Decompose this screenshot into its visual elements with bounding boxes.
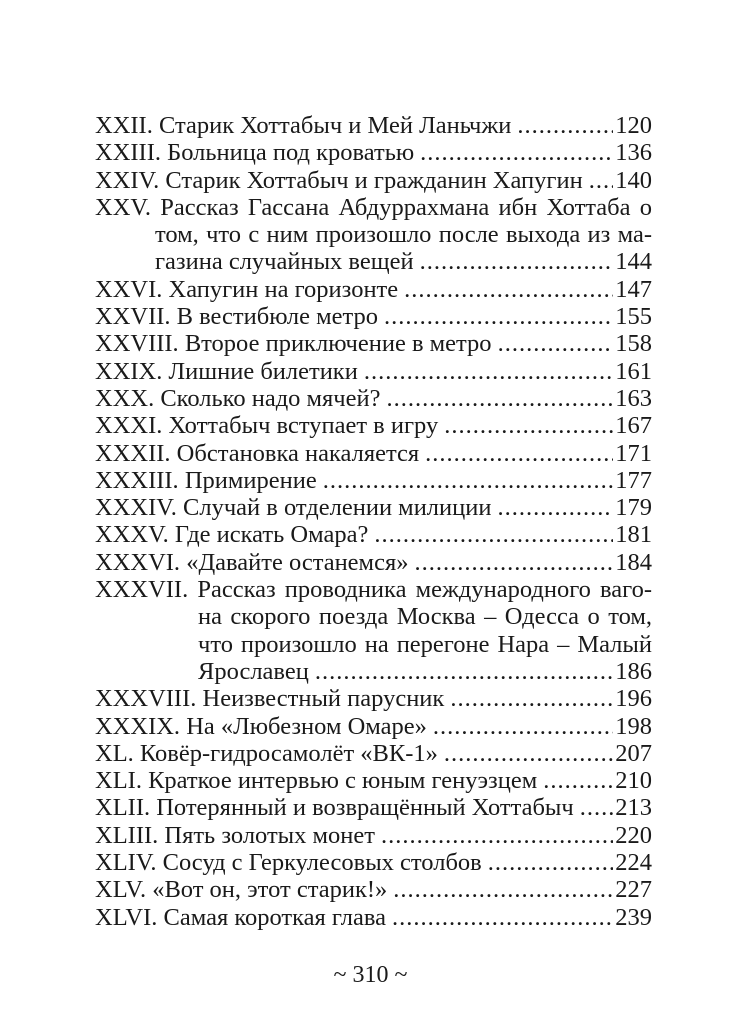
page-number: 179	[615, 494, 652, 522]
dot-leader	[580, 794, 614, 821]
chapter-number: XXII.	[95, 112, 153, 139]
chapter-number: XLVI.	[95, 903, 158, 931]
toc-entry	[95, 713, 652, 740]
toc-entry	[95, 303, 652, 330]
dot-leader	[488, 849, 614, 876]
page-number: 227	[615, 876, 652, 904]
chapter-number: XXIX.	[95, 357, 163, 385]
dot-leader	[315, 658, 613, 685]
page-number: 177	[615, 466, 652, 494]
chapter-number: XXIV.	[95, 166, 160, 194]
dot-leader	[381, 822, 613, 849]
page-number: 120	[615, 112, 652, 139]
chapter-title: Пять золотых монет	[164, 821, 375, 849]
dot-leader	[414, 549, 613, 576]
chapter-title-line: том, что с ним произошло после выхода из ма-	[155, 221, 652, 249]
dot-leader	[425, 440, 613, 467]
toc-entry	[95, 112, 652, 139]
chapter-number: XLIII.	[95, 821, 159, 849]
toc-entry	[95, 385, 652, 412]
toc-entry	[95, 576, 652, 685]
chapter-title: Потерянный и возвращённый Хоттабыч	[156, 794, 574, 822]
toc-entry	[95, 521, 652, 548]
chapter-title: «Давайте останемся»	[186, 548, 409, 576]
chapter-number: XLIV.	[95, 849, 157, 877]
dot-leader	[384, 303, 613, 330]
page-number: 147	[615, 275, 652, 303]
chapter-title: Обстановка накаляется	[176, 439, 420, 467]
toc-entry	[95, 330, 652, 357]
chapter-title-line: газина случайных вещей	[155, 248, 414, 276]
dot-leader	[444, 740, 613, 767]
dot-leader	[450, 685, 613, 712]
toc-entry	[95, 494, 652, 521]
chapter-title: Второе приключение в метро	[184, 330, 492, 358]
dot-leader	[393, 876, 613, 903]
page-number: 140	[615, 166, 652, 194]
toc-entry	[95, 194, 652, 276]
page-number: 198	[615, 712, 652, 740]
page-number: 171	[615, 439, 652, 467]
chapter-title: В вестибюле метро	[176, 303, 378, 331]
chapter-title: Старик Хоттабыч и гражданин Хапугин	[165, 166, 583, 194]
chapter-number: XXXVI.	[95, 548, 181, 576]
chapter-title: Хоттабыч вступает в игру	[168, 412, 439, 440]
dot-leader	[387, 385, 614, 412]
toc-entry	[95, 794, 652, 821]
chapter-title-line: Ярославец	[198, 657, 309, 685]
toc-entry	[95, 849, 652, 876]
chapter-title-line: на скорого поезда Москва – Одесса о том,	[198, 603, 652, 631]
chapter-number: XXX.	[95, 384, 155, 412]
page-number: 213	[615, 794, 652, 822]
chapter-title: Старик Хоттабыч и Мей Ланьчжи	[158, 112, 512, 139]
toc-entry	[95, 549, 652, 576]
page-number: 196	[615, 685, 652, 713]
dot-leader	[323, 467, 614, 494]
dot-leader	[498, 330, 614, 357]
dot-leader	[364, 358, 613, 385]
toc-entry	[95, 767, 652, 794]
page-number: 167	[615, 412, 652, 440]
chapter-title-line: Рассказ Гассана Абдуррахмана ибн Хоттаба о	[160, 193, 652, 221]
page-number: 210	[615, 767, 652, 795]
toc-entry	[95, 276, 652, 303]
chapter-title: Случай в отделении милиции	[183, 494, 492, 522]
dot-leader	[543, 767, 613, 794]
chapter-title: Сосуд с Геркулесовых столбов	[162, 849, 482, 877]
page-number: 239	[615, 903, 652, 931]
chapter-number: XXVI.	[95, 275, 163, 303]
chapter-number: XXXIV.	[95, 494, 177, 522]
page-number: 161	[615, 357, 652, 385]
chapter-number: XXVIII.	[95, 330, 179, 358]
chapter-number: XLV.	[95, 876, 147, 904]
toc-entry	[95, 876, 652, 903]
dot-leader	[420, 248, 614, 275]
chapter-number: XXXIX.	[95, 712, 181, 740]
toc-entry	[95, 685, 652, 712]
dot-leader	[497, 494, 613, 521]
chapter-number: XXXII.	[95, 439, 171, 467]
page-number: 207	[615, 739, 652, 767]
chapter-title-line: что произошло на перегоне Нара – Малый	[198, 630, 652, 658]
dot-leader	[392, 904, 613, 931]
toc-entry	[95, 358, 652, 385]
chapter-title: Где искать Омара?	[174, 521, 369, 549]
chapter-title: Больница под кроватью	[167, 139, 415, 167]
page-number: 144	[615, 248, 652, 276]
page-number: 186	[615, 657, 652, 685]
chapter-number: XLII.	[95, 794, 151, 822]
chapter-number: XXVII.	[95, 303, 171, 331]
page-number: 181	[615, 521, 652, 549]
page-folio: ~ 310 ~	[333, 962, 408, 988]
chapter-number: XXXIII.	[95, 466, 179, 494]
page-number: 136	[615, 139, 652, 167]
page-number: 220	[615, 821, 652, 849]
dot-leader	[444, 412, 613, 439]
toc-entry	[95, 904, 652, 931]
chapter-title: Краткое интервью с юным генуэзцем	[148, 767, 538, 795]
toc-entry	[95, 440, 652, 467]
toc-entry	[95, 740, 652, 767]
dot-leader	[404, 276, 613, 303]
chapter-number: XLI.	[95, 767, 142, 795]
chapter-number: XL.	[95, 739, 134, 767]
page-number: 163	[615, 384, 652, 412]
toc-entry	[95, 167, 652, 194]
page-number: 184	[615, 548, 652, 576]
dot-leader	[517, 112, 613, 139]
chapter-title: Хапугин на горизонте	[168, 275, 399, 303]
chapter-number: XXXVIII.	[95, 685, 197, 713]
chapter-number: XXV.	[95, 193, 152, 221]
chapter-number: XXIII.	[95, 139, 161, 167]
dot-leader	[374, 521, 613, 548]
page-number: 224	[615, 849, 652, 877]
table-of-contents	[95, 112, 652, 931]
chapter-number: XXXVII.	[95, 576, 189, 604]
chapter-title-line: Рассказ проводника международного ваго-	[197, 576, 652, 604]
chapter-title: Неизвестный парусник	[202, 685, 445, 713]
page-number: 155	[615, 303, 652, 331]
chapter-title: Лишние билетики	[168, 357, 358, 385]
chapter-title: Ковёр-гидросамолёт «ВК-1»	[139, 739, 438, 767]
dot-leader	[433, 713, 613, 740]
chapter-number: XXXV.	[95, 521, 169, 549]
toc-entry	[95, 412, 652, 439]
chapter-title: Самая короткая глава	[163, 903, 386, 931]
chapter-number: XXXI.	[95, 412, 163, 440]
chapter-title: «Вот он, этот старик!»	[152, 876, 388, 904]
page-number: 158	[615, 330, 652, 358]
chapter-title: Примирение	[184, 466, 317, 494]
chapter-title: Сколько надо мячей?	[160, 384, 381, 412]
toc-entry	[95, 139, 652, 166]
dot-leader	[589, 167, 614, 194]
dot-leader	[420, 139, 613, 166]
toc-entry	[95, 467, 652, 494]
chapter-title: На «Любезном Омаре»	[186, 712, 427, 740]
toc-entry	[95, 822, 652, 849]
